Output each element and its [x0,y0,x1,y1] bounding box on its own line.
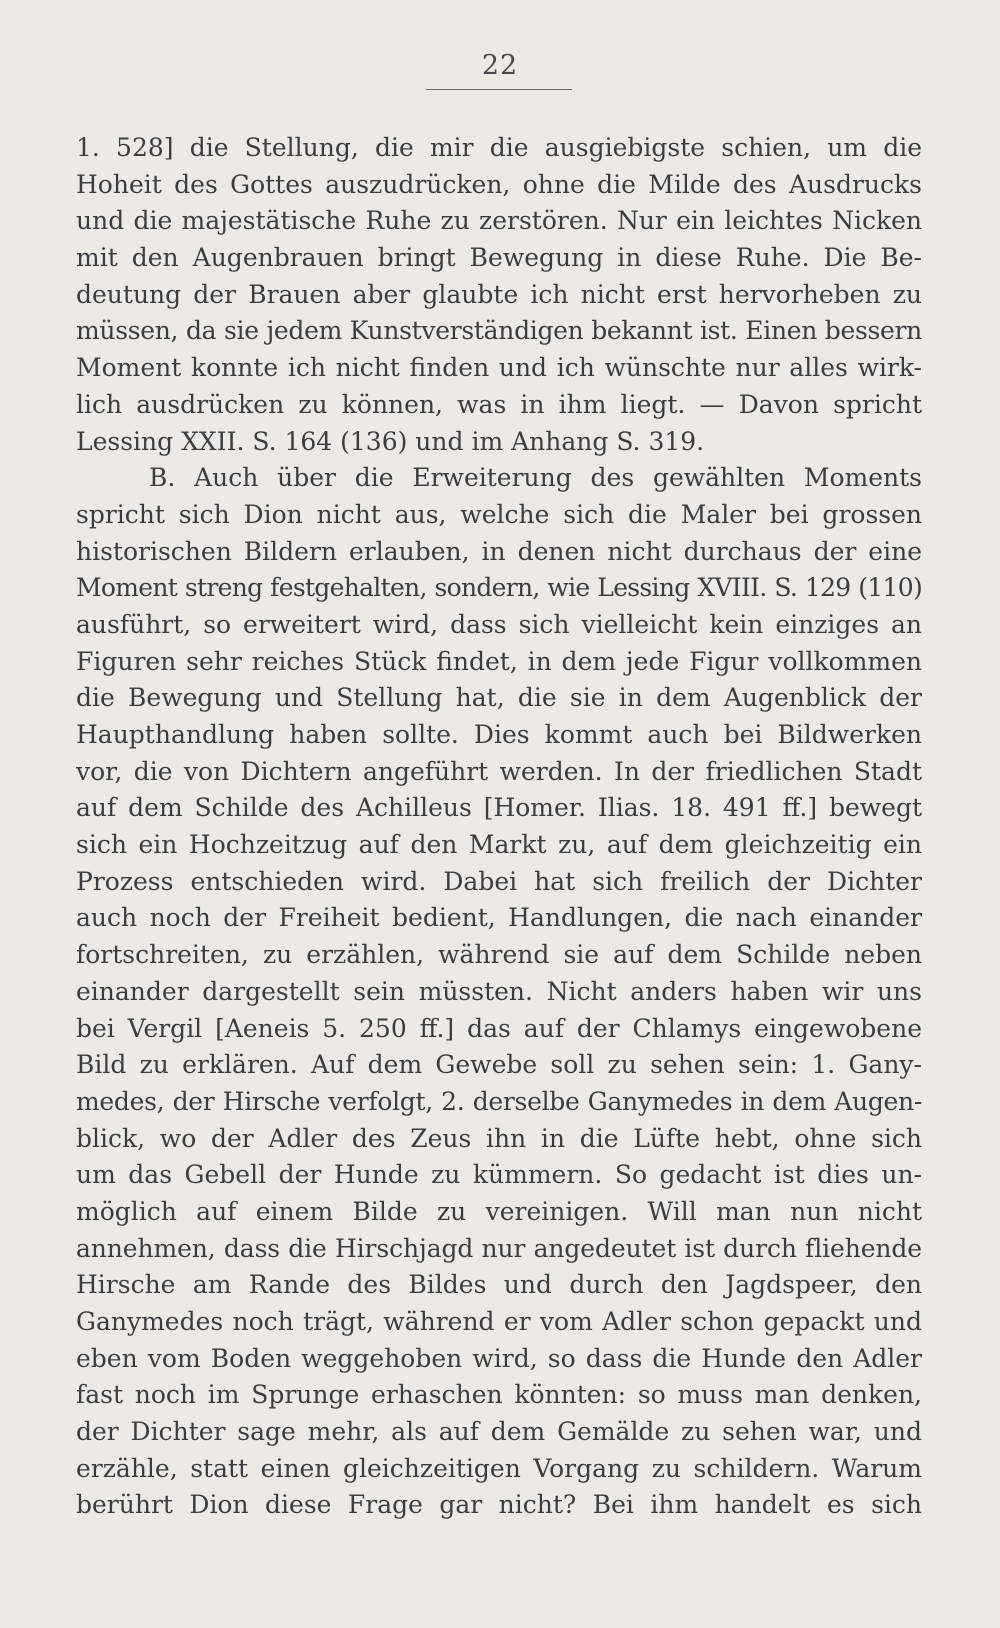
text-line: mit den Augenbrauen bringt Bewegung in diese Ruhe. Die Be- [76,243,922,273]
text-line: fast noch im Sprunge erhaschen könnten: so muss man denken, [76,1380,922,1410]
text-line: vor, die von Dichtern angeführt werden. In der friedlichen Stadt [76,756,922,786]
text-line: Ganymedes noch trägt, während er vom Adler schon gepackt und [76,1307,922,1336]
text-line: ausführt, so erweitert wird, dass sich vielleicht kein einziges an [76,609,922,639]
text-line: deutung der Brauen aber glaubte ich nicht erst hervorheben zu [76,279,922,309]
text-line: spricht sich Dion nicht aus, welche sich die Maler bei grossen [76,499,922,529]
text-line: B. Auch über die Erweiterung des gewählten Moments [149,463,922,493]
text-line: Moment konnte ich nicht finden und ich wünschte nur alles wirk- [76,353,922,383]
text-line: Haupthandlung haben sollte. Dies kommt auch bei Bildwerken [76,720,922,749]
text-line: Lessing XXII. S. 164 (136) und im Anhang S. 319. [76,426,705,456]
text-line: der Dichter sage mehr, als auf dem Gemälde zu sehen war, und [76,1417,922,1447]
text-line: Bild zu erklären. Auf dem Gewebe soll zu sehen sein: 1. Gany- [76,1050,922,1080]
text-line: Hirsche am Rande des Bildes und durch den Jagdspeer, den [76,1270,922,1300]
text-line: sich ein Hochzeitzug auf den Markt zu, auf dem gleichzeitig ein [76,830,922,860]
text-line: Figuren sehr reiches Stück findet, in dem jede Figur vollkommen [76,646,922,676]
text-line: auf dem Schilde des Achilleus [Homer. Ilias. 18. 491 ff.] bewegt [76,793,922,823]
text-line: historischen Bildern erlauben, in denen nicht durchaus der eine [76,536,922,566]
header-rule [426,89,572,90]
text-line: die Bewegung und Stellung hat, die sie in dem Augenblick der [76,683,922,713]
text-line: eben vom Boden weggehoben wird, so dass die Hunde den Adler [76,1343,922,1373]
text-line: auch noch der Freiheit bedient, Handlungen, die nach einander [76,903,922,933]
body-text [76,130,922,1524]
text-line: 1. 528] die Stellung, die mir die ausgiebigste schien, um die [76,133,922,162]
text-line: medes, der Hirsche verfolgt, 2. derselbe Ganymedes in dem Augen- [76,1086,922,1116]
text-line: Hoheit des Gottes auszudrücken, ohne die Milde des Ausdrucks [76,169,922,199]
page-number: 22 [481,50,519,81]
text-line: Prozess entschieden wird. Dabei hat sich freilich der Dichter [76,866,922,896]
text-line: annehmen, dass die Hirschjagd nur angedeutet ist durch fliehende [76,1233,922,1263]
text-line: bei Vergil [Aeneis 5. 250 ff.] das auf der Chlamys eingewobene [76,1013,922,1043]
text-line: und die majestätische Ruhe zu zerstören. Nur ein leichtes Nicken [76,206,922,236]
text-line: lich ausdrücken zu können, was in ihm liegt. — Davon spricht [76,389,922,419]
text-line: blick, wo der Adler des Zeus ihn in die Lüfte hebt, ohne sich [76,1123,922,1153]
text-line: möglich auf einem Bilde zu vereinigen. Will man nun nicht [76,1196,922,1226]
text-line: berührt Dion diese Frage gar nicht? Bei ihm handelt es sich [76,1490,922,1520]
text-line: um das Gebell der Hunde zu kümmern. So gedacht ist dies un- [76,1160,922,1190]
text-line: einander dargestellt sein müssten. Nicht anders haben wir uns [76,976,922,1006]
text-line: fortschreiten, zu erzählen, während sie auf dem Schilde neben [76,940,922,970]
text-line: erzähle, statt einen gleichzeitigen Vorgang zu schildern. Warum [76,1453,922,1483]
text-line: Moment streng festgehalten, sondern, wie Lessing XVIII. S. 129 (110) [76,573,922,603]
text-line: müssen, da sie jedem Kunstverständigen bekannt ist. Einen bessern [76,316,922,346]
